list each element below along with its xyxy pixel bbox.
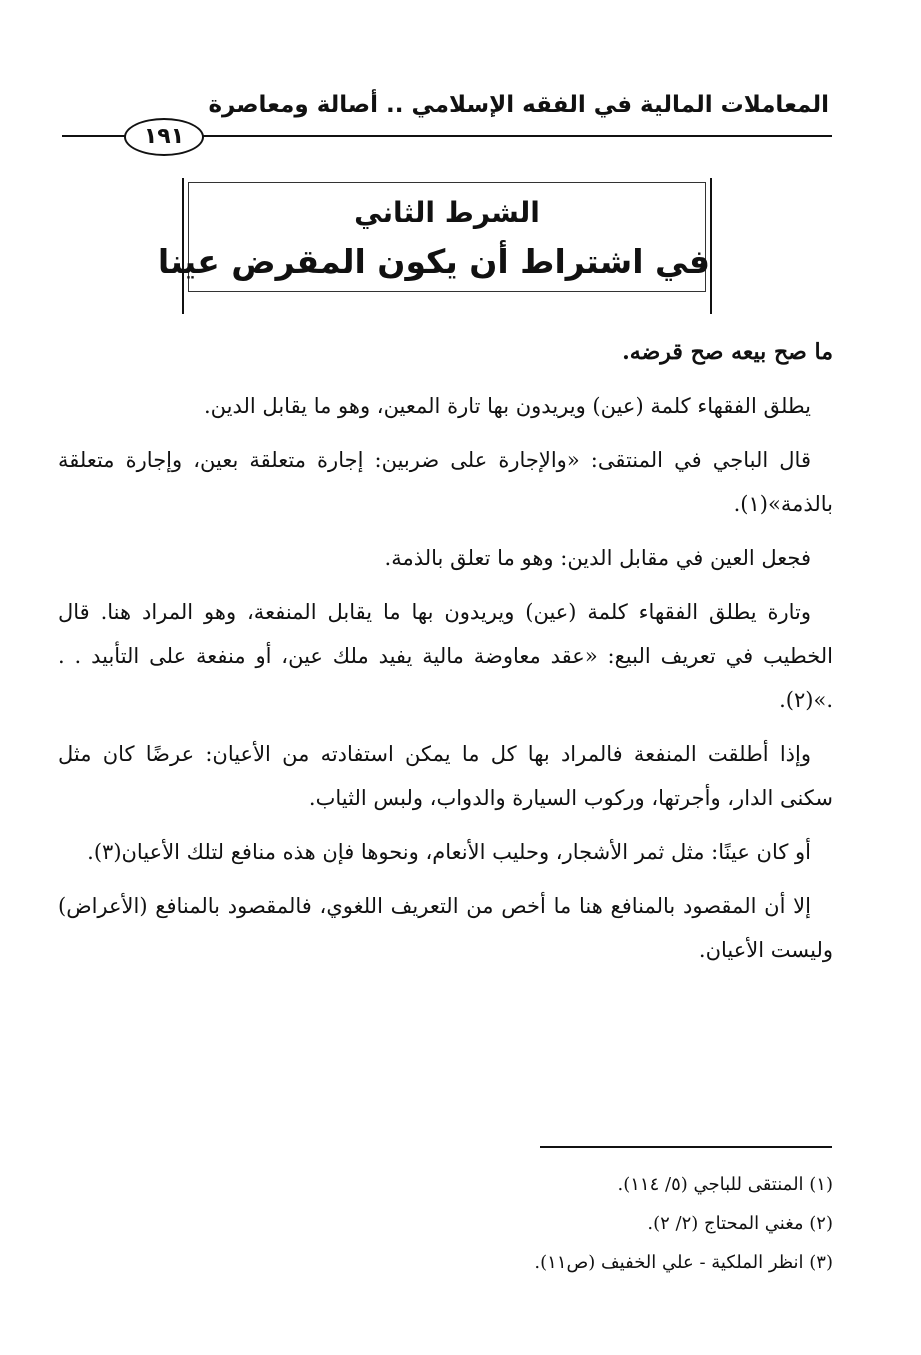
footnote: (٣) انظر الملكية - علي الخفيف (ص١١). bbox=[534, 1252, 833, 1273]
paragraph: ما صح بيعه صح قرضه. bbox=[622, 339, 833, 365]
footnote: (١) المنتقى للباجي (٥/ ١١٤). bbox=[617, 1174, 833, 1195]
footnote-rule bbox=[540, 1146, 832, 1148]
paragraph: قال الباجي في المنتقى: «والإجارة على ضربين: إجارة متعلقة بعين، وإجارة متعلقة بالذمة»(١). bbox=[58, 448, 833, 516]
section-title-box bbox=[157, 178, 712, 314]
paragraph: أو كان عينًا: مثل ثمر الأشجار، وحليب الأنعام، ونحوها فإن هذه منافع لتلك الأعيان(٣). bbox=[87, 840, 811, 864]
footnote: (٢) مغني المحتاج (٢/ ٢). bbox=[647, 1213, 833, 1234]
section-subtitle: في اشتراط أن يكون المقرض عينا bbox=[157, 242, 710, 281]
paragraph: إلا أن المقصود بالمنافع هنا ما أخص من التعريف اللغوي، فالمقصود بالمنافع (الأعراض) وليست الأعيان. bbox=[58, 894, 833, 962]
paragraph: فجعل العين في مقابل الدين: وهو ما تعلق بالذمة. bbox=[384, 546, 811, 570]
section-title: الشرط الثاني bbox=[354, 196, 540, 229]
page-number: ١٩١ bbox=[124, 118, 204, 156]
body-text bbox=[58, 330, 833, 982]
paragraph: وإذا أطلقت المنفعة فالمراد بها كل ما يمكن استفادته من الأعيان: عرضًا كان مثل سكنى الدار، وأجرتها، وركوب السيارة والدواب، ولبس الثياب. bbox=[58, 742, 833, 810]
running-title: المعاملات المالية في الفقه الإسلامي .. أصالة ومعاصرة bbox=[208, 92, 829, 118]
paragraph: يطلق الفقهاء كلمة (عين) ويريدون بها تارة المعين، وهو ما يقابل الدين. bbox=[204, 394, 811, 418]
footnotes bbox=[273, 1165, 833, 1282]
paragraph: وتارة يطلق الفقهاء كلمة (عين) ويريدون بها ما يقابل المنفعة، وهو المراد هنا. قال الخطيب في تعريف البيع: «عقد معاوضة مالية يفيد ملك عين، أو منفعة على التأبيد . . .»(٢). bbox=[58, 600, 833, 712]
